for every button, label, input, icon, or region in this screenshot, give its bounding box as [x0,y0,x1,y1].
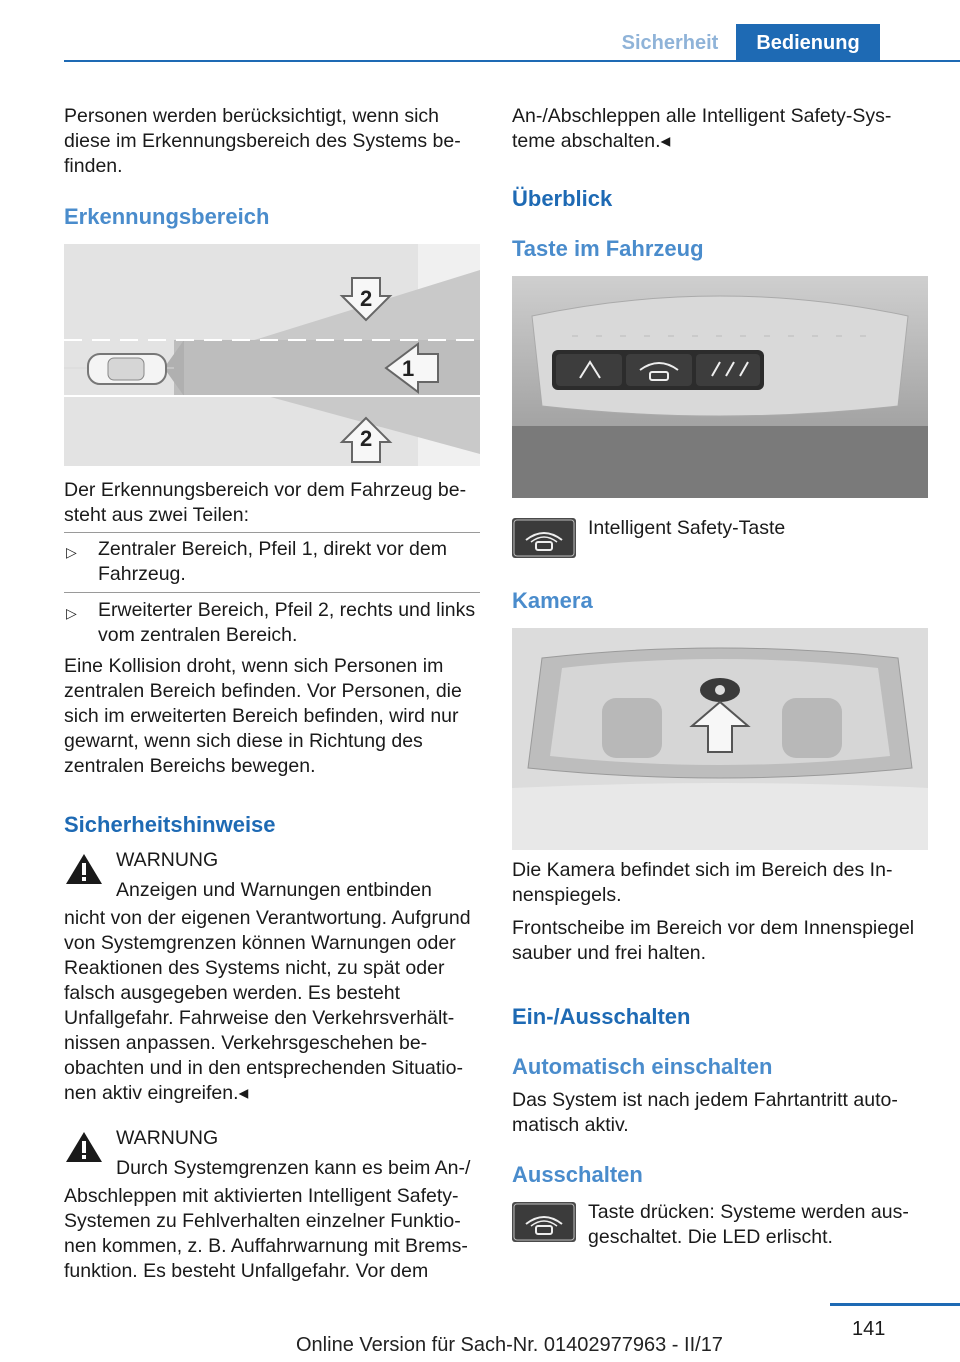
detection-zone-figure [64,244,480,466]
bullet-separator [64,532,480,533]
left-column [64,104,480,179]
page-number: 141 [852,1318,886,1340]
fig1-description: Der Erkennungsbereich vor dem Fahrzeug besteht aus zwei Teilen: [64,479,467,526]
ausschalten-text: Taste drücken: Systeme werden ausgeschaltet. Die LED erlischt. [588,1201,909,1248]
auto-einschalten-text: Das System ist nach jedem Fahrtantritt automatisch aktiv. [512,1089,898,1136]
warning-1-body [64,906,480,1106]
heading-ein-ausschalten: Ein-/Ausschalten [512,1004,691,1029]
heading-erkennungsbereich: Erkennungsbereich [64,204,270,229]
tab-bedienung[interactable]: Bedienung [736,24,880,62]
header-rule [64,60,960,62]
intro-text: Personen werden berücksichtigt, wenn sich diese im Erkennungsbereich des Systems befinden. [64,105,461,177]
heading-taste-im-fahrzeug: Taste im Fahrzeug [512,236,704,261]
vehicle-buttons-photo [512,276,928,498]
bullet-separator [64,592,480,593]
kamera-text [512,858,928,966]
warning-1-first-line: Anzeigen und Warnungen entbinden [116,879,432,901]
bullet-triangle-icon: ▷ [66,605,77,621]
warning-2-first-line: Durch Systemgrenzen kann es beim An-/ [116,1157,471,1179]
heading-sicherheitshinweise: Sicherheitshinweise [64,812,276,837]
bullet-item [64,537,480,587]
left-body [64,478,480,779]
warning-1-header [116,848,480,903]
warning-2-text: Abschleppen mit aktivierten Intelligent Safety-Systemen zu Fehlverhalten einzelner Funktionen kommen, z. B. Auffahrwarnung mit Bremsfunktion. Es besteht Unfallgefahr. Vor dem [64,1185,468,1282]
bullet-text: Zentraler Bereich, Pfeil 1, direkt vor dem Fahrzeug. [98,538,447,585]
bullet-text: Erweiterter Bereich, Pfeil 2, rechts und links vom zentralen Bereich. [98,599,476,646]
arrow-2-bottom-label: 2 [360,426,373,451]
continued-text: An-/Abschleppen alle Intelligent Safety-Systeme abschalten.◂ [512,105,892,152]
arrow-1-label: 1 [402,356,415,381]
taste-label [588,516,928,541]
heading-automatisch-einschalten: Automatisch einschalten [512,1054,773,1079]
warning-triangle-icon [64,1130,104,1169]
bullet-triangle-icon: ▷ [66,544,77,560]
heading-ueberblick: Überblick [512,186,613,211]
intelligent-safety-icon [512,1202,576,1242]
arrow-2-top-label: 2 [360,286,373,311]
heading-kamera: Kamera [512,588,593,613]
kamera-text-1: Die Kamera befindet sich im Bereich des Innenspiegels. [512,859,893,906]
intelligent-safety-label: Intelligent Safety-Taste [588,517,786,539]
intelligent-safety-icon [512,518,576,558]
tab-sicherheit[interactable]: Sicherheit [621,31,719,54]
footer-rule [830,1303,960,1306]
camera-photo [512,628,928,850]
warning-1-text: nicht von der eigenen Verantwortung. Aufgrund von Systemgrenzen können Warnungen oder Reaktionen des Systems nicht, zu spät oder falsch ausgegeben werden. Es besteht Unfallgefahr. Fahrweise den Verkehrsverhältnissen anpassen. Verkehrsgeschehen beobachten und in den entsprechenden Situationen aktiv eingreifen.◂ [64,907,471,1104]
warning-2-header [116,1126,480,1181]
right-cont-text [512,104,928,154]
warning-triangle-icon [64,852,104,891]
warning-1-title: WARNUNG [116,849,219,871]
warning-2-body [64,1184,480,1284]
aus-text-block [588,1200,928,1250]
warning-2-title: WARNUNG [116,1127,219,1149]
bullet-item [64,598,480,648]
collision-text: Eine Kollision droht, wenn sich Personen im zentralen Bereich befinden. Vor Personen, die sich im erweiterten Bereich befinden, wird nur gewarnt, wenn sich diese in Richtung des zentralen Bereichs bewegen. [64,655,462,777]
online-version-text: Online Version für Sach-Nr. 01402977963 - II/17 [296,1334,723,1356]
kamera-text-2: Frontscheibe im Bereich vor dem Innenspiegel sauber und frei halten. [512,917,915,964]
heading-ausschalten: Ausschalten [512,1162,643,1187]
auto-text [512,1088,928,1138]
